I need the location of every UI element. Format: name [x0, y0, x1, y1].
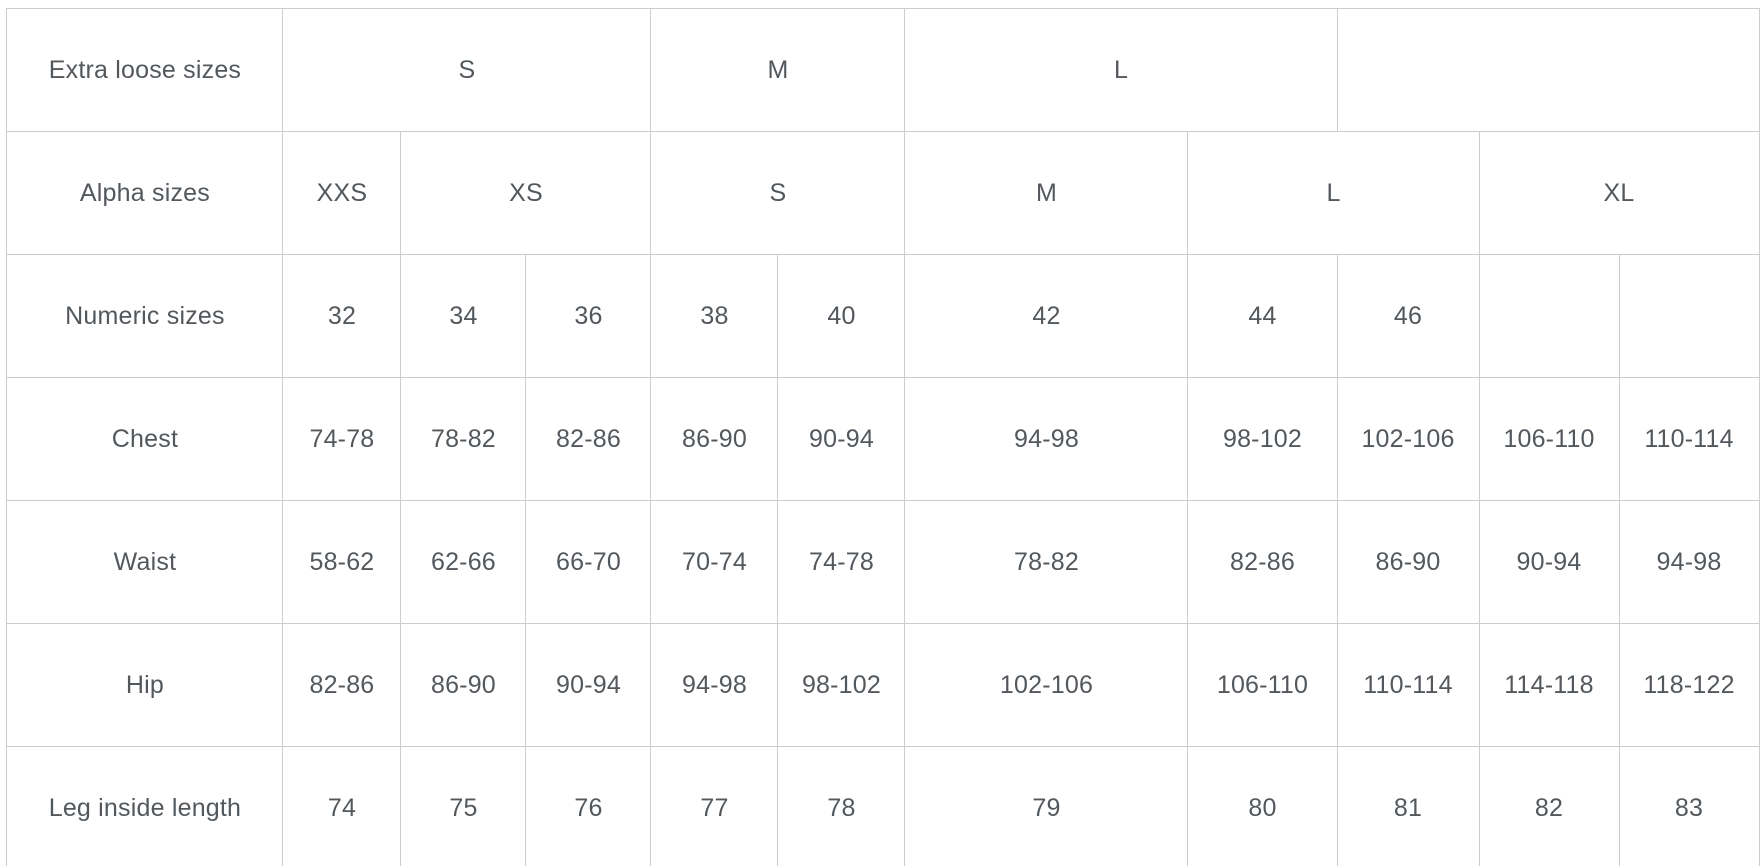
table-row-waist	[7, 501, 1759, 624]
cell-alpha-sizes-4: L	[1188, 132, 1479, 255]
cell-waist-4: 74-78	[778, 501, 905, 624]
cell-chest-1: 78-82	[401, 378, 526, 501]
cell-numeric-sizes-3: 38	[651, 255, 778, 378]
row-label-waist: Waist	[7, 501, 283, 624]
row-label-alpha-sizes: Alpha sizes	[7, 132, 283, 255]
cell-chest-7: 102-106	[1337, 378, 1479, 501]
cell-hip-7: 110-114	[1337, 624, 1479, 747]
cell-numeric-sizes-7: 46	[1337, 255, 1479, 378]
cell-hip-8: 114-118	[1479, 624, 1619, 747]
cell-leg-inside-length-0: 74	[283, 747, 401, 866]
cell-leg-inside-length-1: 75	[401, 747, 526, 866]
cell-chest-2: 82-86	[526, 378, 651, 501]
cell-hip-2: 90-94	[526, 624, 651, 747]
cell-waist-0: 58-62	[283, 501, 401, 624]
cell-waist-8: 90-94	[1479, 501, 1619, 624]
table-row-hip	[7, 624, 1759, 747]
cell-chest-6: 98-102	[1188, 378, 1337, 501]
cell-chest-9: 110-114	[1619, 378, 1759, 501]
cell-numeric-sizes-1: 34	[401, 255, 526, 378]
cell-chest-3: 86-90	[651, 378, 778, 501]
table-row-numeric-sizes	[7, 255, 1759, 378]
cell-hip-9: 118-122	[1619, 624, 1759, 747]
cell-alpha-sizes-2: S	[651, 132, 905, 255]
cell-chest-4: 90-94	[778, 378, 905, 501]
cell-hip-3: 94-98	[651, 624, 778, 747]
cell-waist-2: 66-70	[526, 501, 651, 624]
size-chart-table	[6, 8, 1759, 866]
cell-leg-inside-length-6: 80	[1188, 747, 1337, 866]
cell-waist-7: 86-90	[1337, 501, 1479, 624]
row-label-chest: Chest	[7, 378, 283, 501]
cell-numeric-sizes-6: 44	[1188, 255, 1337, 378]
cell-extra-loose-sizes-0: S	[283, 9, 651, 132]
cell-waist-3: 70-74	[651, 501, 778, 624]
row-label-numeric-sizes: Numeric sizes	[7, 255, 283, 378]
cell-numeric-sizes-9	[1619, 255, 1759, 378]
cell-leg-inside-length-3: 77	[651, 747, 778, 866]
cell-hip-4: 98-102	[778, 624, 905, 747]
table-row-extra-loose-sizes	[7, 9, 1759, 132]
table-row-alpha-sizes	[7, 132, 1759, 255]
cell-leg-inside-length-8: 82	[1479, 747, 1619, 866]
cell-chest-5: 94-98	[905, 378, 1188, 501]
cell-waist-1: 62-66	[401, 501, 526, 624]
cell-hip-0: 82-86	[283, 624, 401, 747]
cell-leg-inside-length-9: 83	[1619, 747, 1759, 866]
cell-leg-inside-length-7: 81	[1337, 747, 1479, 866]
cell-extra-loose-sizes-1: M	[651, 9, 905, 132]
cell-extra-loose-sizes-2: L	[905, 9, 1337, 132]
table-row-leg-inside-length	[7, 747, 1759, 866]
size-chart-body	[7, 9, 1759, 866]
cell-hip-6: 106-110	[1188, 624, 1337, 747]
cell-alpha-sizes-0: XXS	[283, 132, 401, 255]
cell-chest-0: 74-78	[283, 378, 401, 501]
cell-alpha-sizes-3: M	[905, 132, 1188, 255]
cell-extra-loose-sizes-3	[1337, 9, 1759, 132]
cell-waist-6: 82-86	[1188, 501, 1337, 624]
table-row-chest	[7, 378, 1759, 501]
cell-alpha-sizes-1: XS	[401, 132, 651, 255]
cell-chest-8: 106-110	[1479, 378, 1619, 501]
cell-numeric-sizes-4: 40	[778, 255, 905, 378]
row-label-leg-inside-length: Leg inside length	[7, 747, 283, 866]
cell-numeric-sizes-0: 32	[283, 255, 401, 378]
cell-numeric-sizes-8	[1479, 255, 1619, 378]
row-label-extra-loose-sizes: Extra loose sizes	[7, 9, 283, 132]
cell-numeric-sizes-5: 42	[905, 255, 1188, 378]
cell-numeric-sizes-2: 36	[526, 255, 651, 378]
cell-waist-5: 78-82	[905, 501, 1188, 624]
cell-leg-inside-length-4: 78	[778, 747, 905, 866]
cell-hip-5: 102-106	[905, 624, 1188, 747]
row-label-hip: Hip	[7, 624, 283, 747]
cell-leg-inside-length-2: 76	[526, 747, 651, 866]
cell-waist-9: 94-98	[1619, 501, 1759, 624]
cell-leg-inside-length-5: 79	[905, 747, 1188, 866]
cell-alpha-sizes-5: XL	[1479, 132, 1759, 255]
cell-hip-1: 86-90	[401, 624, 526, 747]
